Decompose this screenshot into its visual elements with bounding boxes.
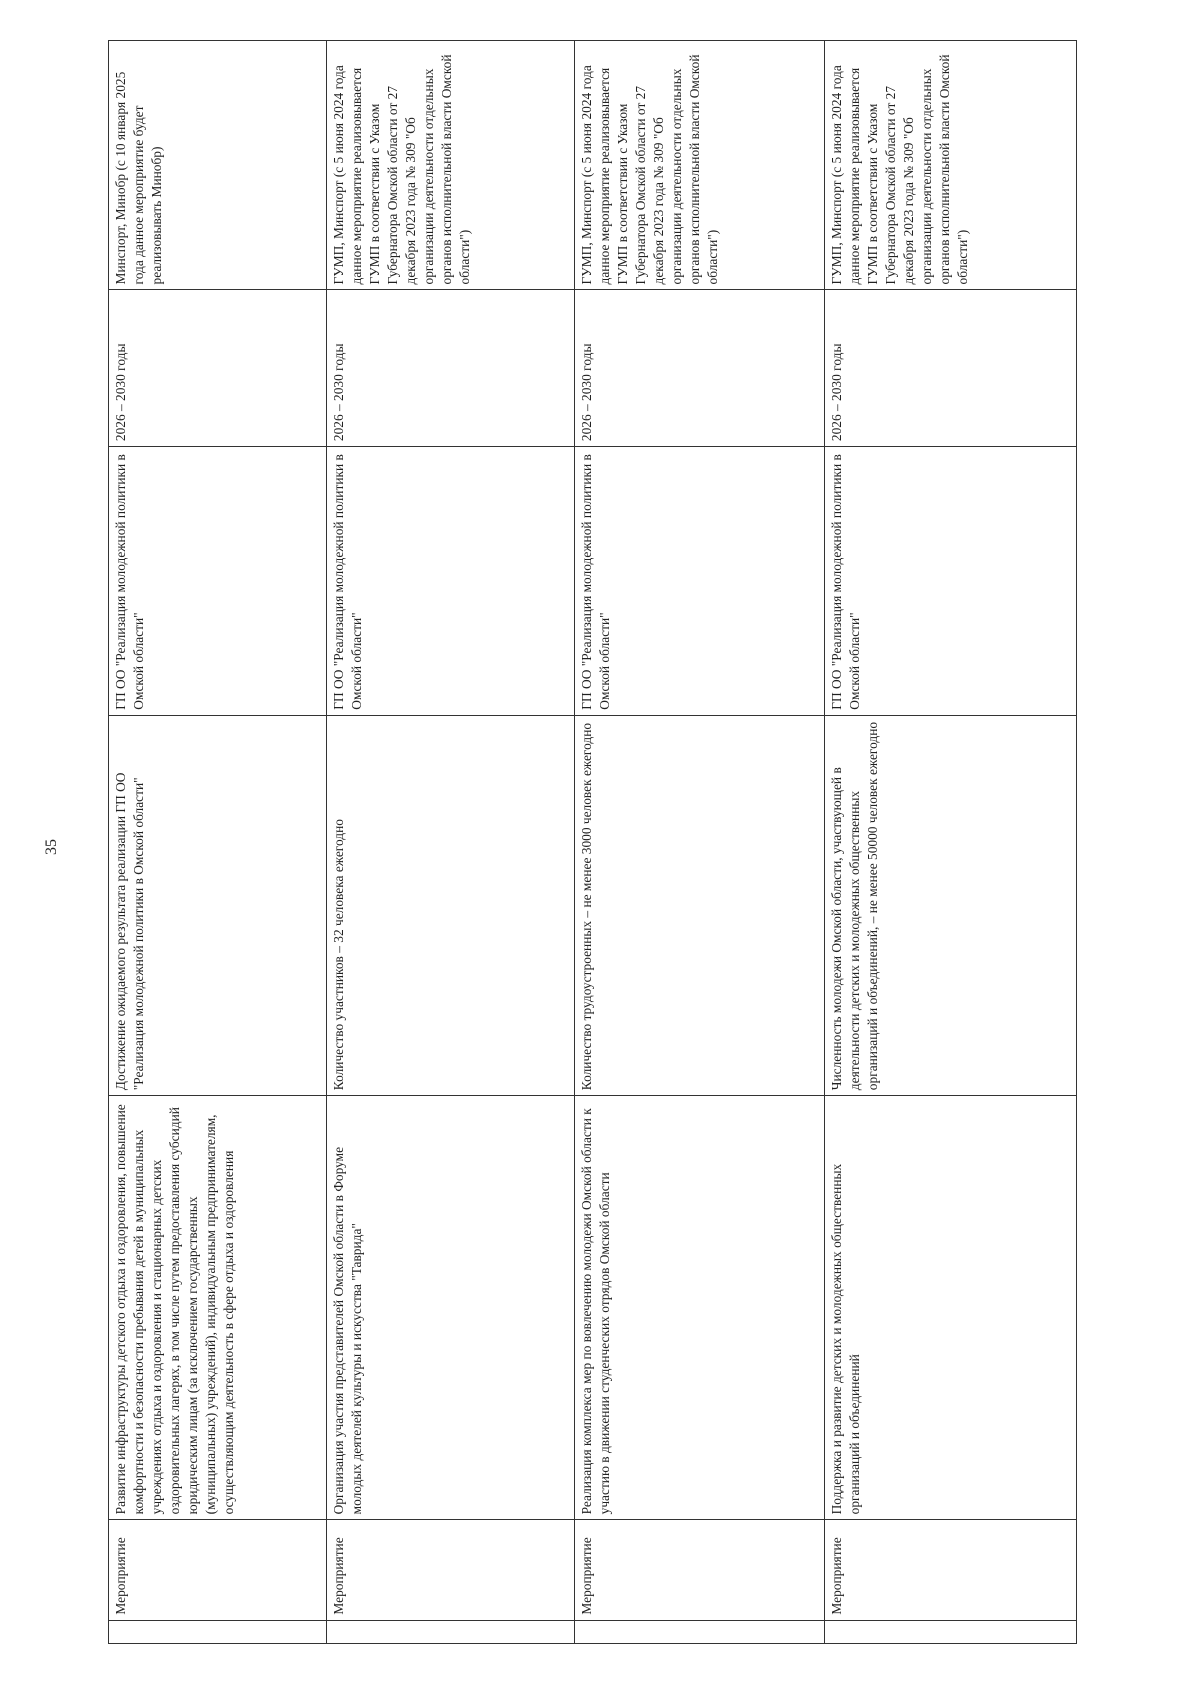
measures-table — [108, 40, 1077, 1644]
measure-name-cell: Организация участия представителей Омской области в Форуме молодых деятелей культуры и искусства "Таврида" — [327, 1096, 575, 1520]
expected-result-cell: Достижение ожидаемого результата реализации ГП ОО "Реализация молодежной политики в Омской области" — [109, 715, 327, 1095]
state-program-cell: ГП ОО "Реализация молодежной политики в Омской области" — [825, 447, 1077, 716]
state-program-cell: ГП ОО "Реализация молодежной политики в Омской области" — [327, 447, 575, 716]
period-cell: 2026 – 2030 годы — [825, 290, 1077, 447]
row-marker-cell — [575, 1620, 825, 1643]
table-row — [575, 41, 825, 1644]
period-cell: 2026 – 2030 годы — [109, 290, 327, 447]
table-row — [825, 41, 1077, 1644]
measure-name-cell: Реализация комплекса мер по вовлечению молодежи Омской области к участию в движении студенческих отрядов Омской области — [575, 1096, 825, 1520]
measure-type-cell: Мероприятие — [575, 1520, 825, 1620]
state-program-cell: ГП ОО "Реализация молодежной политики в Омской области" — [575, 447, 825, 716]
table-row — [327, 41, 575, 1644]
measures-table-rotated — [108, 40, 1076, 1644]
measure-type-cell: Мероприятие — [825, 1520, 1077, 1620]
responsible-cell: ГУМП, Минспорт (с 5 июня 2024 года данное мероприятие реализовывается ГУМП в соответствии с Указом Губернатора Омской области от 27 декабря 2023 года № 309 "Об организации деятельности отдельных органов исполнительной власти Омской области") — [327, 41, 575, 290]
period-cell: 2026 – 2030 годы — [327, 290, 575, 447]
expected-result-cell: Количество участников – 32 человека ежегодно — [327, 715, 575, 1095]
responsible-cell: Минспорт, Минобр (с 10 января 2025 года данное мероприятие будет реализовывать Минобр) — [109, 41, 327, 290]
row-marker-cell — [825, 1620, 1077, 1643]
period-cell: 2026 – 2030 годы — [575, 290, 825, 447]
measure-name-cell: Поддержка и развитие детских и молодежных общественных организаций и объединений — [825, 1096, 1077, 1520]
table-row — [109, 41, 327, 1644]
measure-type-cell: Мероприятие — [327, 1520, 575, 1620]
state-program-cell: ГП ОО "Реализация молодежной политики в Омской области" — [109, 447, 327, 716]
responsible-cell: ГУМП, Минспорт (с 5 июня 2024 года данное мероприятие реализовывается ГУМП в соответствии с Указом Губернатора Омской области от 27 декабря 2023 года № 309 "Об организации деятельности отдельных органов исполнительной власти Омской области") — [575, 41, 825, 290]
measure-type-cell: Мероприятие — [109, 1520, 327, 1620]
page-number: 35 — [43, 839, 60, 855]
measure-name-cell: Развитие инфраструктуры детского отдыха и оздоровления, повышение комфортности и безопасности пребывания детей в муниципальных учреждениях отдыха и оздоровления и стационарных детских оздоровительных лагерях, в том числе путем предоставления субсидий юридическим лицам (за исключением государственных (муниципальных) учреждений), индивидуальным предпринимателям, осуществляющим деятельность в сфере отдыха и оздоровления — [109, 1096, 327, 1520]
expected-result-cell: Численность молодежи Омской области, участвующей в деятельности детских и молодежных общественных организаций и объединений, – не менее 50000 человек ежегодно — [825, 715, 1077, 1095]
expected-result-cell: Количество трудоустроенных – не менее 3000 человек ежегодно — [575, 715, 825, 1095]
row-marker-cell — [327, 1620, 575, 1643]
row-marker-cell — [109, 1620, 327, 1643]
responsible-cell: ГУМП, Минспорт (с 5 июня 2024 года данное мероприятие реализовывается ГУМП в соответствии с Указом Губернатора Омской области от 27 декабря 2023 года № 309 "Об организации деятельности отдельных органов исполнительной власти Омской области") — [825, 41, 1077, 290]
